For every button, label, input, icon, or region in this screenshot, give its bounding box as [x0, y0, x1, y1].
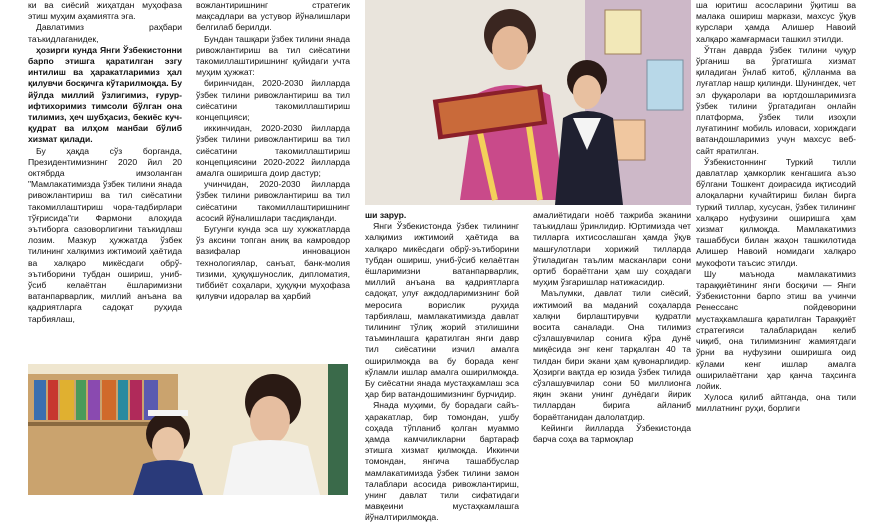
article-paragraph: Кейинги йилларда Ўзбекистонда барча соҳа ва тармоқлар — [533, 422, 691, 445]
photo-teacher-student — [365, 0, 691, 205]
article-paragraph: Давлатимиз раҳбари таъкидлаганидек, — [28, 22, 182, 44]
article-paragraph: ҳозирги кунда Янги Ўзбекистонни барпо этишга қаратилган эзгу интилиш ва ҳаракатларимиз ҳал қилувчи босқичга кўтарилмоқда. Бу йўлда миллий ўзлигимиз, ғурур-ифтихоримиз тимсоли бўлган она тилимиз, ҳеч шубҳасиз, бекиёс куч-қудрат ва илҳом манбаи бўлиб хизмат қилади. — [28, 44, 182, 145]
article-paragraph: Бундан ташқари ўзбек тилини янада ривожлантириш ва тил сиёсатини такомиллаштиришнинг қуйидаги учта муҳим ҳужжат: — [196, 33, 350, 78]
article-paragraph: Шу маънода мамлакатимиз тараққиётининг янги босқичи — Янги Ўзбекистонни барпо этиш ва учинчи Ренессанс пойдеворини мустаҳкамлашга қаратилган Тараққиёт стратегияси талабларидан келиб чиқиб, она тилимизнинг жамиятдаги ўрни ва нуфузини оширишга оид кўлами кенг ишлар амалга оширилаётгани ҳар қанча таҳсинга лойик. — [696, 268, 856, 391]
photo-illustration-bottom — [28, 364, 348, 495]
article-paragraph: ки ва сиёсий жиҳатдан муҳофаза этиш муҳим аҳамиятга эга. — [28, 0, 182, 22]
article-paragraph: Янада муҳими, бу борадаги сайъ-ҳаракатлар, бир томондан, ушбу соҳада тўпланиб қолган муаммо ҳамда камчиликларни бартараф этишга хизмат қилмоқда. Иккинчи томондан, янгича ташаббуслар мамлакатимизда ўзбек тилини замон талаблари асосида ривожлантириш, унинг давлат тили сифатидаги мавқеини мустаҳкамлашга йўналтирилмоқда. — [365, 400, 519, 523]
article-column-1 — [28, 0, 182, 360]
article-column-3 — [365, 210, 519, 523]
article-paragraph: Бу ҳақда сўз борганда, Президентимизнинг 2020 йил 20 октябрда имзоланган "Мамлакатимизда ўзбек тилини янада ривожлантириш ва тил сиёсатини такомиллаштириш чора-тадбирлари тўғрисида"ги Фармони алоҳида эътиборга сазоворлигини таъкидлаш лозим. Мазкур ҳужжатда ўзбек тилининг халқимиз ижтимоий ҳаётида ва халқаро микёсдаги обрў-эътиборини тубдан ошириш, униб-ўсиб келаётган ёшларимизни ватанпарварлик, миллий анъана ва қадриятларга садоқат руҳида тарбиялаш, — [28, 145, 182, 324]
article-column-2 — [196, 0, 350, 360]
article-column-4 — [533, 210, 691, 495]
article-paragraph: ши зарур. — [365, 210, 407, 220]
article-column-5 — [696, 0, 856, 495]
photo-girls-library — [28, 364, 348, 495]
article-paragraph: Ўзбекистоннинг Туркий тилли давлатлар ҳамкорлик кенгашига аъзо бўлгани Тошкент доирасида иқтисодий алоқаларни кучайтириш билан бирга туркий тиллар, хусусан, ўзбек тилининг халқаро нуфузини оширишга ҳам хизмат қилмоқда. Мамлакатимиз ташаббуси билан жаҳон ташкилотида Алишер Навоий номидаги халқаро мукофоти таъсис этилди. — [696, 156, 856, 268]
article-paragraph: иккинчидан, 2020-2030 йилларда ўзбек тилини ривожлантириш ва тил сиёсатини такомиллаштириш концепциясини 2020-2022 йилларда амалга оширишга доир дастур; — [196, 123, 350, 179]
photo-illustration — [365, 0, 691, 205]
article-paragraph: вожлантиришнинг стратегик мақсадлари ва устувор йўналишлари белгилаб берилди. — [196, 0, 350, 33]
article-paragraph: Янги Ўзбекистонда ўзбек тилининг халқимиз ижтимоий ҳаётида ва халқаро микёсдаги обрў-эътиборини тубдан ошириш, униб-ўсиб келаётган ёшларимизни ватанпарварлик, миллий анъана ва қадриятларга садоқат, улуғ аждодларимизнинг бой меросига ворислик руҳида тарбиялаш, мамлакатимизда давлат тилининг тўлиқ жорий этилишини таъминлашга қаратилган янги давр тил сиёсатини изчил амалга оширилмоқда ва бу борада кенг кўламли ишлар амалга оширилмоқда. Бу сиёсатни янада мустаҳкамлаш эса ҳар бир ватандошимизнинг бурчидир. — [365, 221, 519, 400]
article-paragraph: Хулоса қилиб айтганда, она тили миллатнинг руҳи, борлиги — [696, 392, 856, 414]
article-paragraph: биринчидан, 2020-2030 йилларда ўзбек тилини ривожлантириш ва тил сиёсатини такомиллаштириш концепцияси; — [196, 78, 350, 123]
article-paragraph: амалиётидаги ноёб тажриба эканини таъкидлаш ўринлидир. Юртимизда чет тилларга ихтисослашган ҳамда ўқув машғулотлари хорижий тилларда ўтиладиган таълим масканлари сони ортиб бораётгани ҳам шу соҳадаги муҳим ўзгаришлар натижасидир. — [533, 210, 691, 288]
article-paragraph: Бугунги кунда эса шу хужжатларда ўз аксини топган аниқ ва камровдор вазифалар инновацион технологиялар, санъат, банк-молия тизими, ҳуқуқшунослик, дипломатия, тиббиёт соҳалари, ҳуқуқни муҳофаза қилувчи идоралар ва ҳарбий — [196, 224, 350, 302]
article-paragraph: Ўтган даврда ўзбек тилини чуқур ўрганиш ва ўргатишга хизмат қиладиган ўнлаб китоб, қўлланма ва луғатлар нашр қилинди. Шунингдек, чет эл фуқаролари ва юртдошларимизга ўзбек тилини ўргатадиган онлайн платформа, ўзбек тили изоҳли луғатининг мобиль иловаси, хориждаги ватандошларимиз учун махсус веб-сайт яратилган. — [696, 44, 856, 156]
article-paragraph: Маълумки, давлат тили сиёсий, ижтимоий ва маданий соҳаларда халқни бирлаштирувчи қудратли восита саналади. Она тилимиз сўзлашувчилар сонига кўра дунё миқёсида энг кенг тарқалган 40 та тилдан бири экани ҳам қувонарлидир. Ҳозирги вақтда ер юзида ўзбек тилида сўзлашувчилар сони 50 миллионга яқин экани унинг дунёдаги йирик тиллардан бирига айланиб бораётганидан далолатдир. — [533, 288, 691, 422]
article-paragraph: ша юритиш асосларини ўқитиш ва малака ошириш маркази, махсус ўқув курслари ҳамда Алишер Навоий халқаро жамғармаси ташкил этилди. — [696, 0, 856, 44]
article-paragraph: учинчидан, 2020-2030 йилларда ўзбек тилини ривожлантириш ва тил сиёсатини такомиллаштиришнинг асосий йўналишлари тасдиқланди. — [196, 179, 350, 223]
